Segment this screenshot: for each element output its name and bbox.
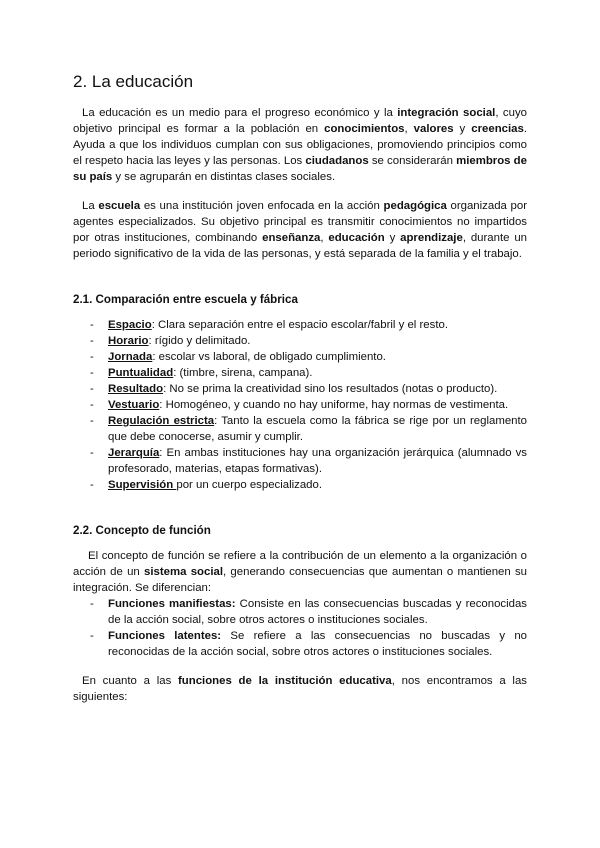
bold-term: ciudadanos — [305, 155, 369, 167]
bold-term: enseñanza — [262, 232, 321, 244]
text-run: La educación es un medio para el progreso económico y la — [82, 107, 398, 119]
text-run: y se agruparán en distintas clases sociales. — [112, 171, 336, 183]
bold-term: integración social — [397, 107, 496, 119]
list-term: Jerarquía — [108, 447, 160, 459]
list-item — [73, 365, 527, 381]
text-run: se considerarán — [368, 155, 457, 167]
list-item — [73, 317, 527, 333]
paragraph-funciones-institucion — [73, 673, 527, 705]
bold-term: valores — [413, 123, 454, 135]
list-text: Consiste en las consecuencias buscadas y reconocidas de la acción social, sobre otros actores o instituciones sociales. — [108, 598, 527, 626]
bold-term: funciones de la institución educativa — [178, 675, 392, 687]
bold-term: pedagógica — [383, 200, 447, 212]
text-run: , — [404, 123, 414, 135]
text-run: En cuanto a las — [82, 675, 179, 687]
list-term: Espacio — [108, 319, 152, 331]
list-term: Supervisión — [108, 479, 177, 491]
bold-term: conocimientos — [324, 123, 405, 135]
comparison-list — [73, 317, 527, 493]
list-term: Jornada — [108, 351, 153, 363]
bold-term: sistema social — [144, 566, 224, 578]
paragraph-escuela — [73, 198, 527, 262]
paragraph-concepto-funcion — [73, 548, 527, 596]
list-text: : No se prima la creatividad sino los resultados (notas o producto). — [163, 383, 498, 395]
list-item — [73, 477, 527, 493]
list-term: Funciones latentes: — [108, 630, 222, 642]
text-run: . Ayuda a que los individuos cumplan con sus obligaciones, promoviendo principios como el respeto hacia las leyes y las personas. Los — [73, 123, 527, 167]
text-run: , — [320, 232, 329, 244]
list-item — [73, 445, 527, 477]
list-text: : En ambas instituciones hay una organización jerárquica (alumnado vs profesorado, materias, etapas formativas). — [108, 447, 527, 475]
section-title-educacion: 2. La educación — [73, 72, 194, 91]
list-item — [73, 349, 527, 365]
text-run: es una institución joven enfocada en la acción — [140, 200, 384, 212]
text-run: y — [453, 123, 472, 135]
text-run: El concepto de función se refiere a la contribución de un elemento a la organización o acción de un — [73, 550, 527, 578]
list-text: : rígido y delimitado. — [148, 335, 251, 347]
bold-term: aprendizaje — [400, 232, 463, 244]
list-item — [73, 596, 527, 628]
list-term: Puntualidad — [108, 367, 174, 379]
text-run: , generando consecuencias que aumentan o mantienen su integración. Se diferencian: — [73, 566, 528, 594]
list-term: Regulación estricta — [108, 415, 215, 427]
list-item — [73, 628, 527, 660]
document-content — [73, 70, 527, 705]
list-text: : Homogéneo, y cuando no hay uniforme, hay normas de vestimenta. — [159, 399, 509, 411]
bold-term: creencias — [471, 123, 524, 135]
list-text: por un cuerpo especializado. — [176, 479, 323, 491]
list-text: : Clara separación entre el espacio escolar/fabril y el resto. — [151, 319, 448, 331]
text-run: , nos encontramos a las siguientes: — [73, 675, 527, 703]
list-term: Resultado — [108, 383, 164, 395]
bold-term: educación — [328, 232, 385, 244]
list-item — [73, 413, 527, 445]
list-text: Se refiere a las consecuencias no buscadas y no reconocidas de la acción social, sobre otros actores o instituciones sociales. — [108, 630, 527, 658]
list-term: Vestuario — [108, 399, 160, 411]
text-run: , cuyo objetivo principal es formar a la población en — [73, 107, 527, 135]
bold-term: escuela — [98, 200, 141, 212]
text-run: , durante un periodo significativo de la vida de las personas, y está separada de la familia y el trabajo. — [73, 232, 527, 260]
list-text: : Tanto la escuela como la fábrica se rige por un reglamento que debe conocerse, asumir y cumplir. — [108, 415, 527, 443]
list-term: Horario — [108, 335, 149, 347]
list-term: Funciones manifiestas: — [108, 598, 236, 610]
section-title-comparacion: 2.1. Comparación entre escuela y fábrica — [73, 293, 298, 306]
list-text: : escolar vs laboral, de obligado cumplimiento. — [152, 351, 386, 363]
bold-term: miembros de su país — [73, 155, 527, 183]
list-item — [73, 333, 527, 349]
list-item — [73, 381, 527, 397]
section-title-funcion: 2.2. Concepto de función — [73, 524, 211, 537]
list-item — [73, 397, 527, 413]
functions-list — [73, 596, 527, 660]
text-run: organizada por agentes especializados. Su objetivo principal es transmitir conocimientos no impartidos por otras instituciones, combinando — [73, 200, 528, 244]
paragraph-educacion-intro — [73, 105, 527, 185]
list-text: : (timbre, sirena, campana). — [173, 367, 313, 379]
text-run: La — [82, 200, 99, 212]
text-run: y — [384, 232, 401, 244]
